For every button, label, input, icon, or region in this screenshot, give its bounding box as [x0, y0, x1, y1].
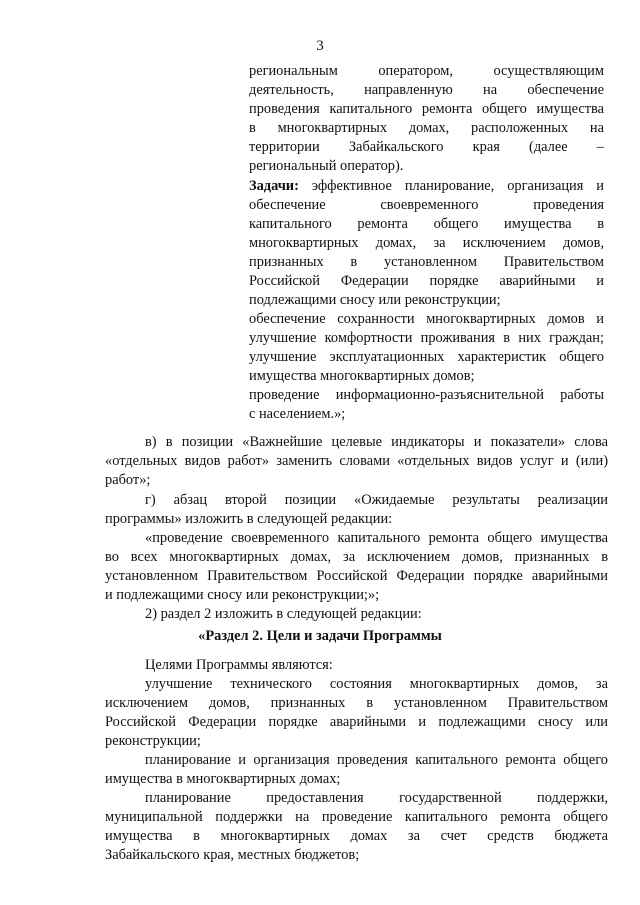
- passport-task-line: обеспечение своевременного проведения: [249, 197, 604, 213]
- passport-goal-line: в многоквартирных домах, расположенных на: [249, 120, 604, 136]
- passport-task-line: проведение информационно-разъяснительной работы: [249, 387, 604, 403]
- passport-task-line: подлежащими сносу или реконструкции;: [249, 292, 501, 308]
- passport-task-line: многоквартирных домах, за исключением домов,: [249, 235, 604, 251]
- amendment-g-line: г) абзац второй позиции «Ожидаемые результаты реализации: [145, 492, 608, 508]
- section-intro: Целями Программы являются:: [145, 657, 333, 673]
- quote-line: и подлежащими сносу или реконструкции;»;: [105, 587, 380, 603]
- section-goal-line: Российской Федерации порядке аварийными и подлежащими сносу или: [105, 714, 608, 730]
- section-goal-line: исключением домов, признанных в установленном Правительством: [105, 695, 608, 711]
- quote-line: во всех многоквартирных домах, за исключением домов, признанных в: [105, 549, 608, 565]
- passport-goal-line: деятельность, направленную на обеспечение: [249, 82, 604, 98]
- section-goal-line: Забайкальского края, местных бюджетов;: [105, 847, 360, 863]
- section-goal-line: реконструкции;: [105, 733, 201, 749]
- section-goal-line: муниципальной поддержки на проведение капитального ремонта общего: [105, 809, 608, 825]
- passport-task-line: с населением.»;: [249, 406, 346, 422]
- passport-tasks-first-line: [249, 177, 604, 195]
- amendment-item-2: 2) раздел 2 изложить в следующей редакции:: [145, 606, 422, 622]
- passport-task-line: признанных в установленном Правительством: [249, 254, 604, 270]
- amendment-g-line: программы» изложить в следующей редакции:: [105, 511, 393, 527]
- section-goal-line: улучшение технического состояния многоквартирных домов, за: [145, 676, 608, 692]
- passport-goal-line: региональный оператор).: [249, 158, 404, 174]
- passport-task-line: имущества многоквартирных домов;: [249, 368, 475, 384]
- passport-task-line: обеспечение сохранности многоквартирных домов и: [249, 311, 604, 327]
- quote-line: установленном Правительством Российской Федерации порядке аварийными: [105, 568, 608, 584]
- page-number: 3: [316, 38, 324, 54]
- section-goal-line: планирование и организация проведения капитального ремонта общего: [145, 752, 608, 768]
- section-goal-line: имущества в многоквартирных домах;: [105, 771, 341, 787]
- passport-task-line: Российской Федерации порядке аварийными и: [249, 273, 604, 289]
- section-heading: «Раздел 2. Цели и задачи Программы: [198, 628, 442, 644]
- passport-task-line: капитального ремонта общего имущества в: [249, 216, 604, 232]
- amendment-v-line: «отдельных видов работ» заменить словами «отдельных видов услуг и (или): [105, 453, 608, 469]
- quote-line: «проведение своевременного капитального ремонта общего имущества: [145, 530, 608, 546]
- passport-goal-line: проведения капитального ремонта общего имущества: [249, 101, 604, 117]
- passport-task-line: улучшение комфортности проживания в них граждан;: [249, 330, 604, 346]
- tasks-label: Задачи:: [249, 178, 299, 194]
- passport-task-line: улучшение эксплуатационных характеристик общего: [249, 349, 604, 365]
- section-goal-line: планирование предоставления государственной поддержки,: [145, 790, 608, 806]
- passport-goal-line: региональным оператором, осуществляющим: [249, 63, 604, 79]
- amendment-v-line: в) в позиции «Важнейшие целевые индикаторы и показатели» слова: [145, 434, 608, 450]
- amendment-v-line: работ»;: [105, 472, 151, 488]
- passport-goal-line: территории Забайкальского края (далее –: [249, 139, 604, 155]
- section-goal-line: имущества в многоквартирных домах за счет средств бюджета: [105, 828, 608, 844]
- tasks-first-text: эффективное планирование, организация и: [298, 178, 604, 194]
